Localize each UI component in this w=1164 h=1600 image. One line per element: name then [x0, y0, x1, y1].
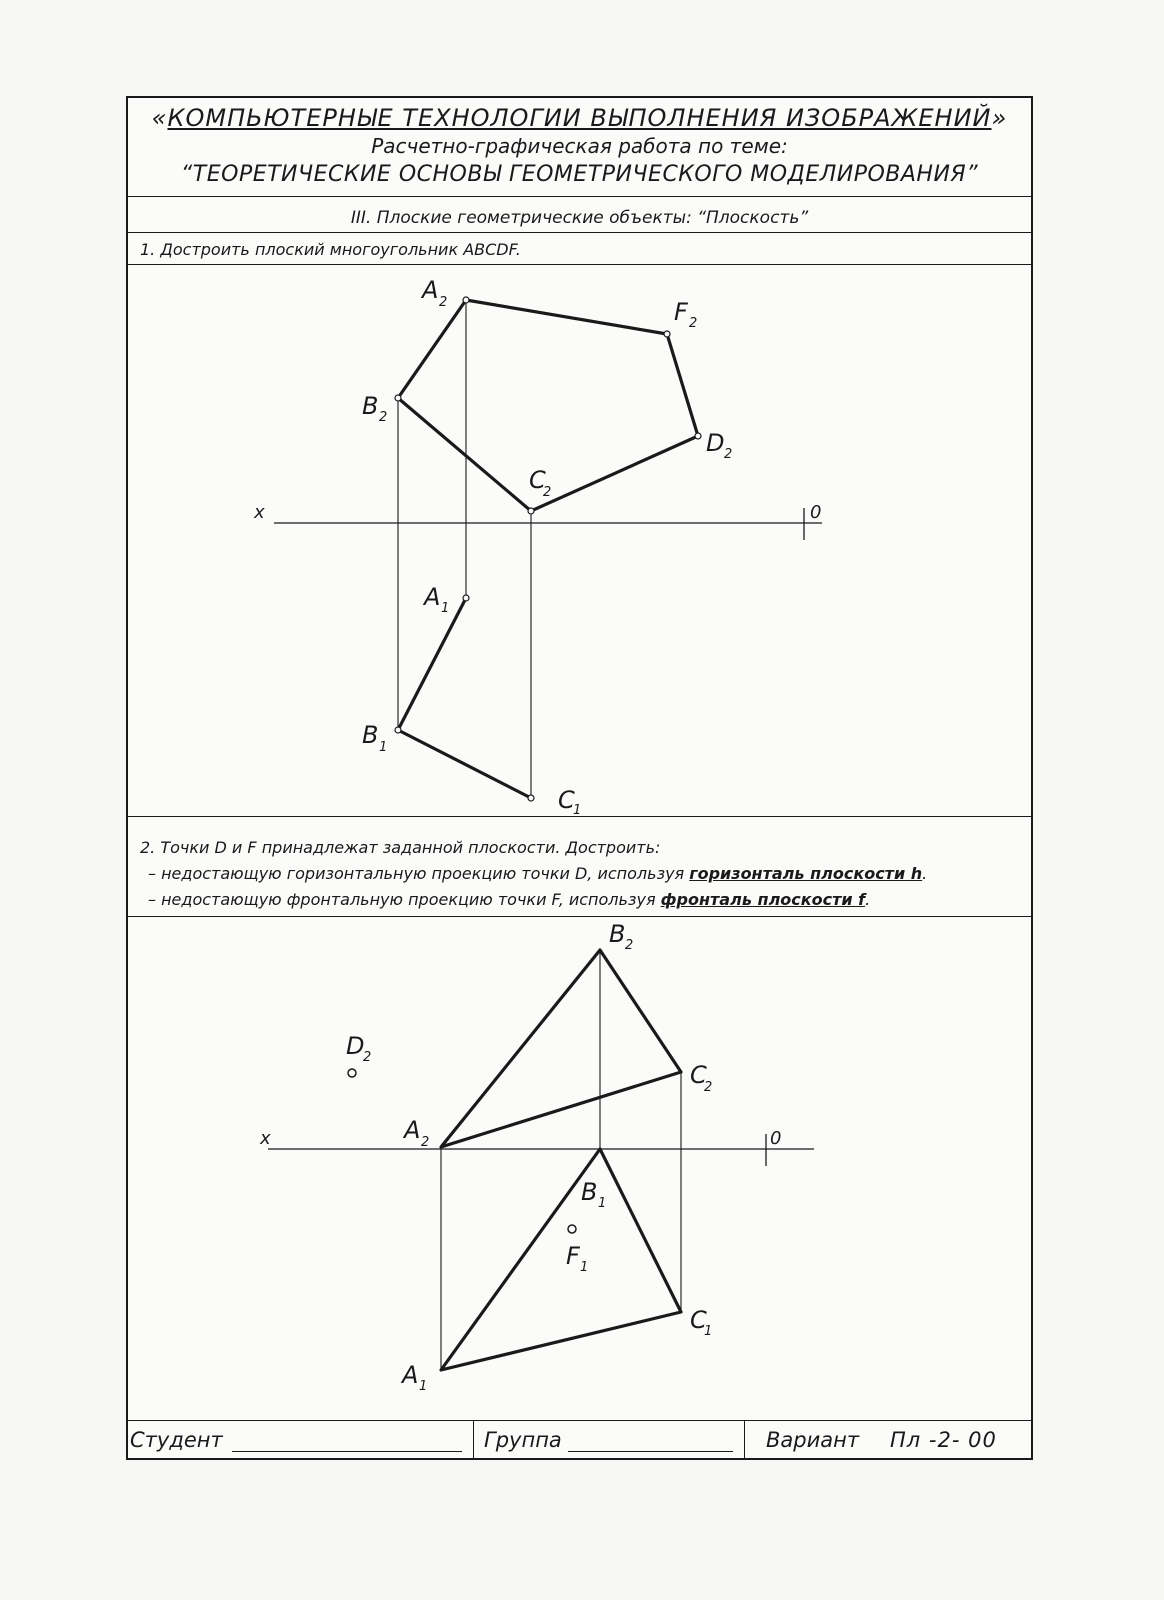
label-t2-a1: A	[402, 1361, 419, 1389]
label-f2-sub: 2	[689, 316, 698, 331]
label-t2-c1-sub: 1	[704, 1324, 713, 1339]
drawing-sheet	[126, 96, 1033, 1460]
label-d2-sub: 2	[724, 447, 733, 462]
label-t2-a2-sub: 2	[421, 1135, 430, 1150]
section-title: III. Плоские геометрические объекты: “Плоскость”	[350, 208, 809, 228]
group-field[interactable]	[568, 1451, 733, 1452]
label-a2: A	[422, 276, 439, 304]
student-label: Студент	[130, 1428, 223, 1452]
axis2-x-label: x	[260, 1128, 271, 1149]
label-t2-c2-sub: 2	[704, 1080, 713, 1095]
label-d2: D	[706, 429, 725, 457]
label-t2-b2: B	[609, 920, 626, 948]
label-t2-d2: D	[346, 1032, 365, 1060]
task1-points	[395, 297, 701, 801]
task1-text: 1. Достроить плоский многоугольник ABCDF.	[140, 240, 521, 259]
label-t2-f1: F	[566, 1242, 580, 1270]
work-subtitle: Расчетно-графическая работа по теме:	[371, 134, 788, 158]
axis-x-label: x	[254, 502, 265, 523]
label-t2-c1: C	[690, 1306, 707, 1334]
title-block	[128, 1420, 1031, 1460]
label-c1: C	[558, 786, 575, 814]
task1-projection-lines	[398, 300, 531, 798]
label-t2-b1-sub: 1	[598, 1196, 607, 1211]
label-t2-d2-sub: 2	[363, 1050, 372, 1065]
label-t2-a2: A	[404, 1116, 421, 1144]
task1-horizontal-polyline	[398, 598, 531, 798]
task2-horizontal-triangle	[441, 1149, 681, 1370]
label-c2: C	[529, 466, 546, 494]
label-f2: F	[674, 298, 688, 326]
label-t2-c2: C	[690, 1061, 707, 1089]
axis2-origin-label: 0	[770, 1128, 782, 1149]
label-b2-sub: 2	[379, 410, 388, 425]
label-t2-b2-sub: 2	[625, 938, 634, 953]
label-a2-sub: 2	[439, 295, 448, 310]
geometry-drawing	[128, 98, 1035, 1418]
task2-projection-lines	[441, 950, 681, 1370]
work-topic: “ТЕОРЕТИЧЕСКИЕ ОСНОВЫ ГЕОМЕТРИЧЕСКОГО МОДЕЛИРОВАНИЯ”	[180, 162, 979, 187]
group-label: Группа	[484, 1428, 562, 1452]
label-b2: B	[362, 392, 379, 420]
label-t2-f1-sub: 1	[580, 1260, 589, 1275]
variant-value: Пл -2- 00	[890, 1428, 997, 1452]
task2-text: 2. Точки D и F принадлежат заданной плоскости. Достроить:	[140, 838, 661, 857]
variant-label: Вариант	[766, 1428, 860, 1452]
divider	[744, 1420, 745, 1460]
task2-item-frontal: – недостающую фронтальную проекцию точки F, используя фронталь плоскости f.	[148, 890, 871, 909]
task1-axis	[274, 508, 822, 540]
task2-frontal-triangle	[441, 950, 681, 1147]
label-c2-sub: 2	[543, 485, 552, 500]
task1-frontal-polygon	[398, 300, 698, 511]
task2-axis	[268, 1134, 814, 1166]
label-c1-sub: 1	[573, 803, 582, 818]
task2-item-horizontal: – недостающую горизонтальную проекцию точки D, используя горизонталь плоскости h.	[148, 864, 928, 883]
student-name-field[interactable]	[232, 1451, 462, 1452]
label-t2-a1-sub: 1	[419, 1379, 428, 1394]
divider	[473, 1420, 474, 1460]
axis-origin-label: 0	[810, 502, 822, 523]
label-b1-sub: 1	[379, 740, 388, 755]
label-t2-b1: B	[581, 1178, 598, 1206]
label-b1: B	[362, 721, 379, 749]
label-a1-sub: 1	[441, 601, 450, 616]
task2-free-points	[348, 1069, 576, 1233]
label-a1: A	[424, 583, 441, 611]
course-title: «КОМПЬЮТЕРНЫЕ ТЕХНОЛОГИИ ВЫПОЛНЕНИЯ ИЗОБРАЖЕНИЙ»	[151, 104, 1008, 132]
